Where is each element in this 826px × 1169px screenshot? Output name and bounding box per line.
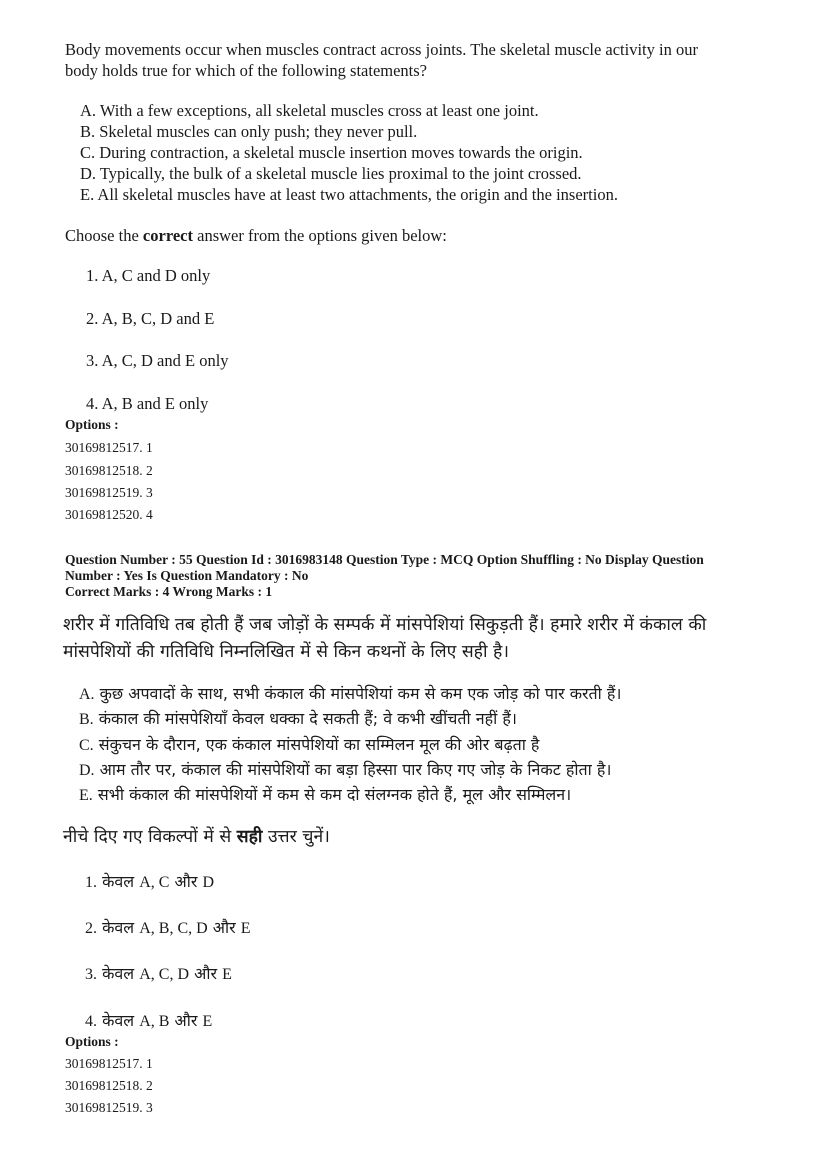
option-id: 30169812517. 1 [65, 1056, 153, 1071]
statement-d-hi: D. आम तौर पर, कंकाल की मांसपेशियों का बड़ा हिस्सा पार किए गए जोड़ के निकट होता है। [79, 760, 612, 779]
question-meta [65, 552, 704, 600]
question-line: मांसपेशियों की गतिविधि निम्नलिखित में से किन कथनों के लिए सही है। [63, 642, 509, 662]
question-line: Body movements occur when muscles contract across joints. The skeletal muscle activity in our [65, 40, 698, 59]
answer-option-3-en: 3. A, C, D and E only [86, 351, 229, 370]
statement-d-en: D. Typically, the bulk of a skeletal muscle lies proximal to the joint crossed. [80, 164, 582, 183]
answer-option-2-hi: 2. केवल A, B, C, D और E [85, 918, 251, 937]
choose-instruction-hi: नीचे दिए गए विकल्पों में से सही उत्तर चुनें। [63, 827, 330, 847]
question-line: body holds true for which of the following statements? [65, 61, 428, 80]
statement-c-hi: C. संकुचन के दौरान, एक कंकाल मांसपेशियों का सम्मिलन मूल की ओर बढ़ता है [79, 735, 540, 754]
option-id: 30169812517. 1 [65, 440, 153, 455]
options-label: Options : [65, 1034, 119, 1049]
answer-option-4-hi: 4. केवल A, B और E [85, 1011, 213, 1030]
meta-line: Question Number : 55 Question Id : 3016983148 Question Type : MCQ Option Shuffling : No Display Question [65, 552, 704, 567]
question-text-en [65, 39, 698, 81]
option-id: 30169812519. 3 [65, 485, 153, 500]
choose-instruction-en: Choose the correct answer from the options given below: [65, 226, 447, 245]
option-id: 30169812519. 3 [65, 1100, 153, 1115]
statement-c-en: C. During contraction, a skeletal muscle insertion moves towards the origin. [80, 143, 583, 162]
statement-b-en: B. Skeletal muscles can only push; they never pull. [80, 122, 418, 141]
answer-option-4-en: 4. A, B and E only [86, 394, 209, 413]
statement-e-hi: E. सभी कंकाल की मांसपेशियों में कम से कम दो संलग्नक होते हैं, मूल और सम्मिलन। [79, 785, 572, 804]
option-id: 30169812520. 4 [65, 507, 153, 522]
question-line: शरीर में गतिविधि तब होती हैं जब जोड़ों के सम्पर्क में मांसपेशियां सिकुड़ती हैं। हमारे शरीर में कंकाल की [63, 615, 707, 635]
meta-line: Correct Marks : 4 Wrong Marks : 1 [65, 584, 273, 599]
answer-option-1-hi: 1. केवल A, C और D [85, 872, 215, 891]
answer-option-3-hi: 3. केवल A, C, D और E [85, 964, 232, 983]
meta-line: Number : Yes Is Question Mandatory : No [65, 568, 309, 583]
statement-a-en: A. With a few exceptions, all skeletal muscles cross at least one joint. [80, 101, 539, 120]
question-text-hi [63, 612, 706, 666]
option-id: 30169812518. 2 [65, 463, 153, 478]
options-label: Options : [65, 417, 119, 432]
statement-e-en: E. All skeletal muscles have at least two attachments, the origin and the insertion. [80, 185, 618, 204]
answer-option-2-en: 2. A, B, C, D and E [86, 309, 215, 328]
answer-option-1-en: 1. A, C and D only [86, 266, 211, 285]
statement-a-hi: A. कुछ अपवादों के साथ, सभी कंकाल की मांसपेशियां कम से कम एक जोड़ को पार करती हैं। [79, 684, 622, 703]
option-id: 30169812518. 2 [65, 1078, 153, 1093]
statement-b-hi: B. कंकाल की मांसपेशियाँ केवल धक्का दे सकती हैं; वे कभी खींचती नहीं हैं। [79, 709, 517, 728]
